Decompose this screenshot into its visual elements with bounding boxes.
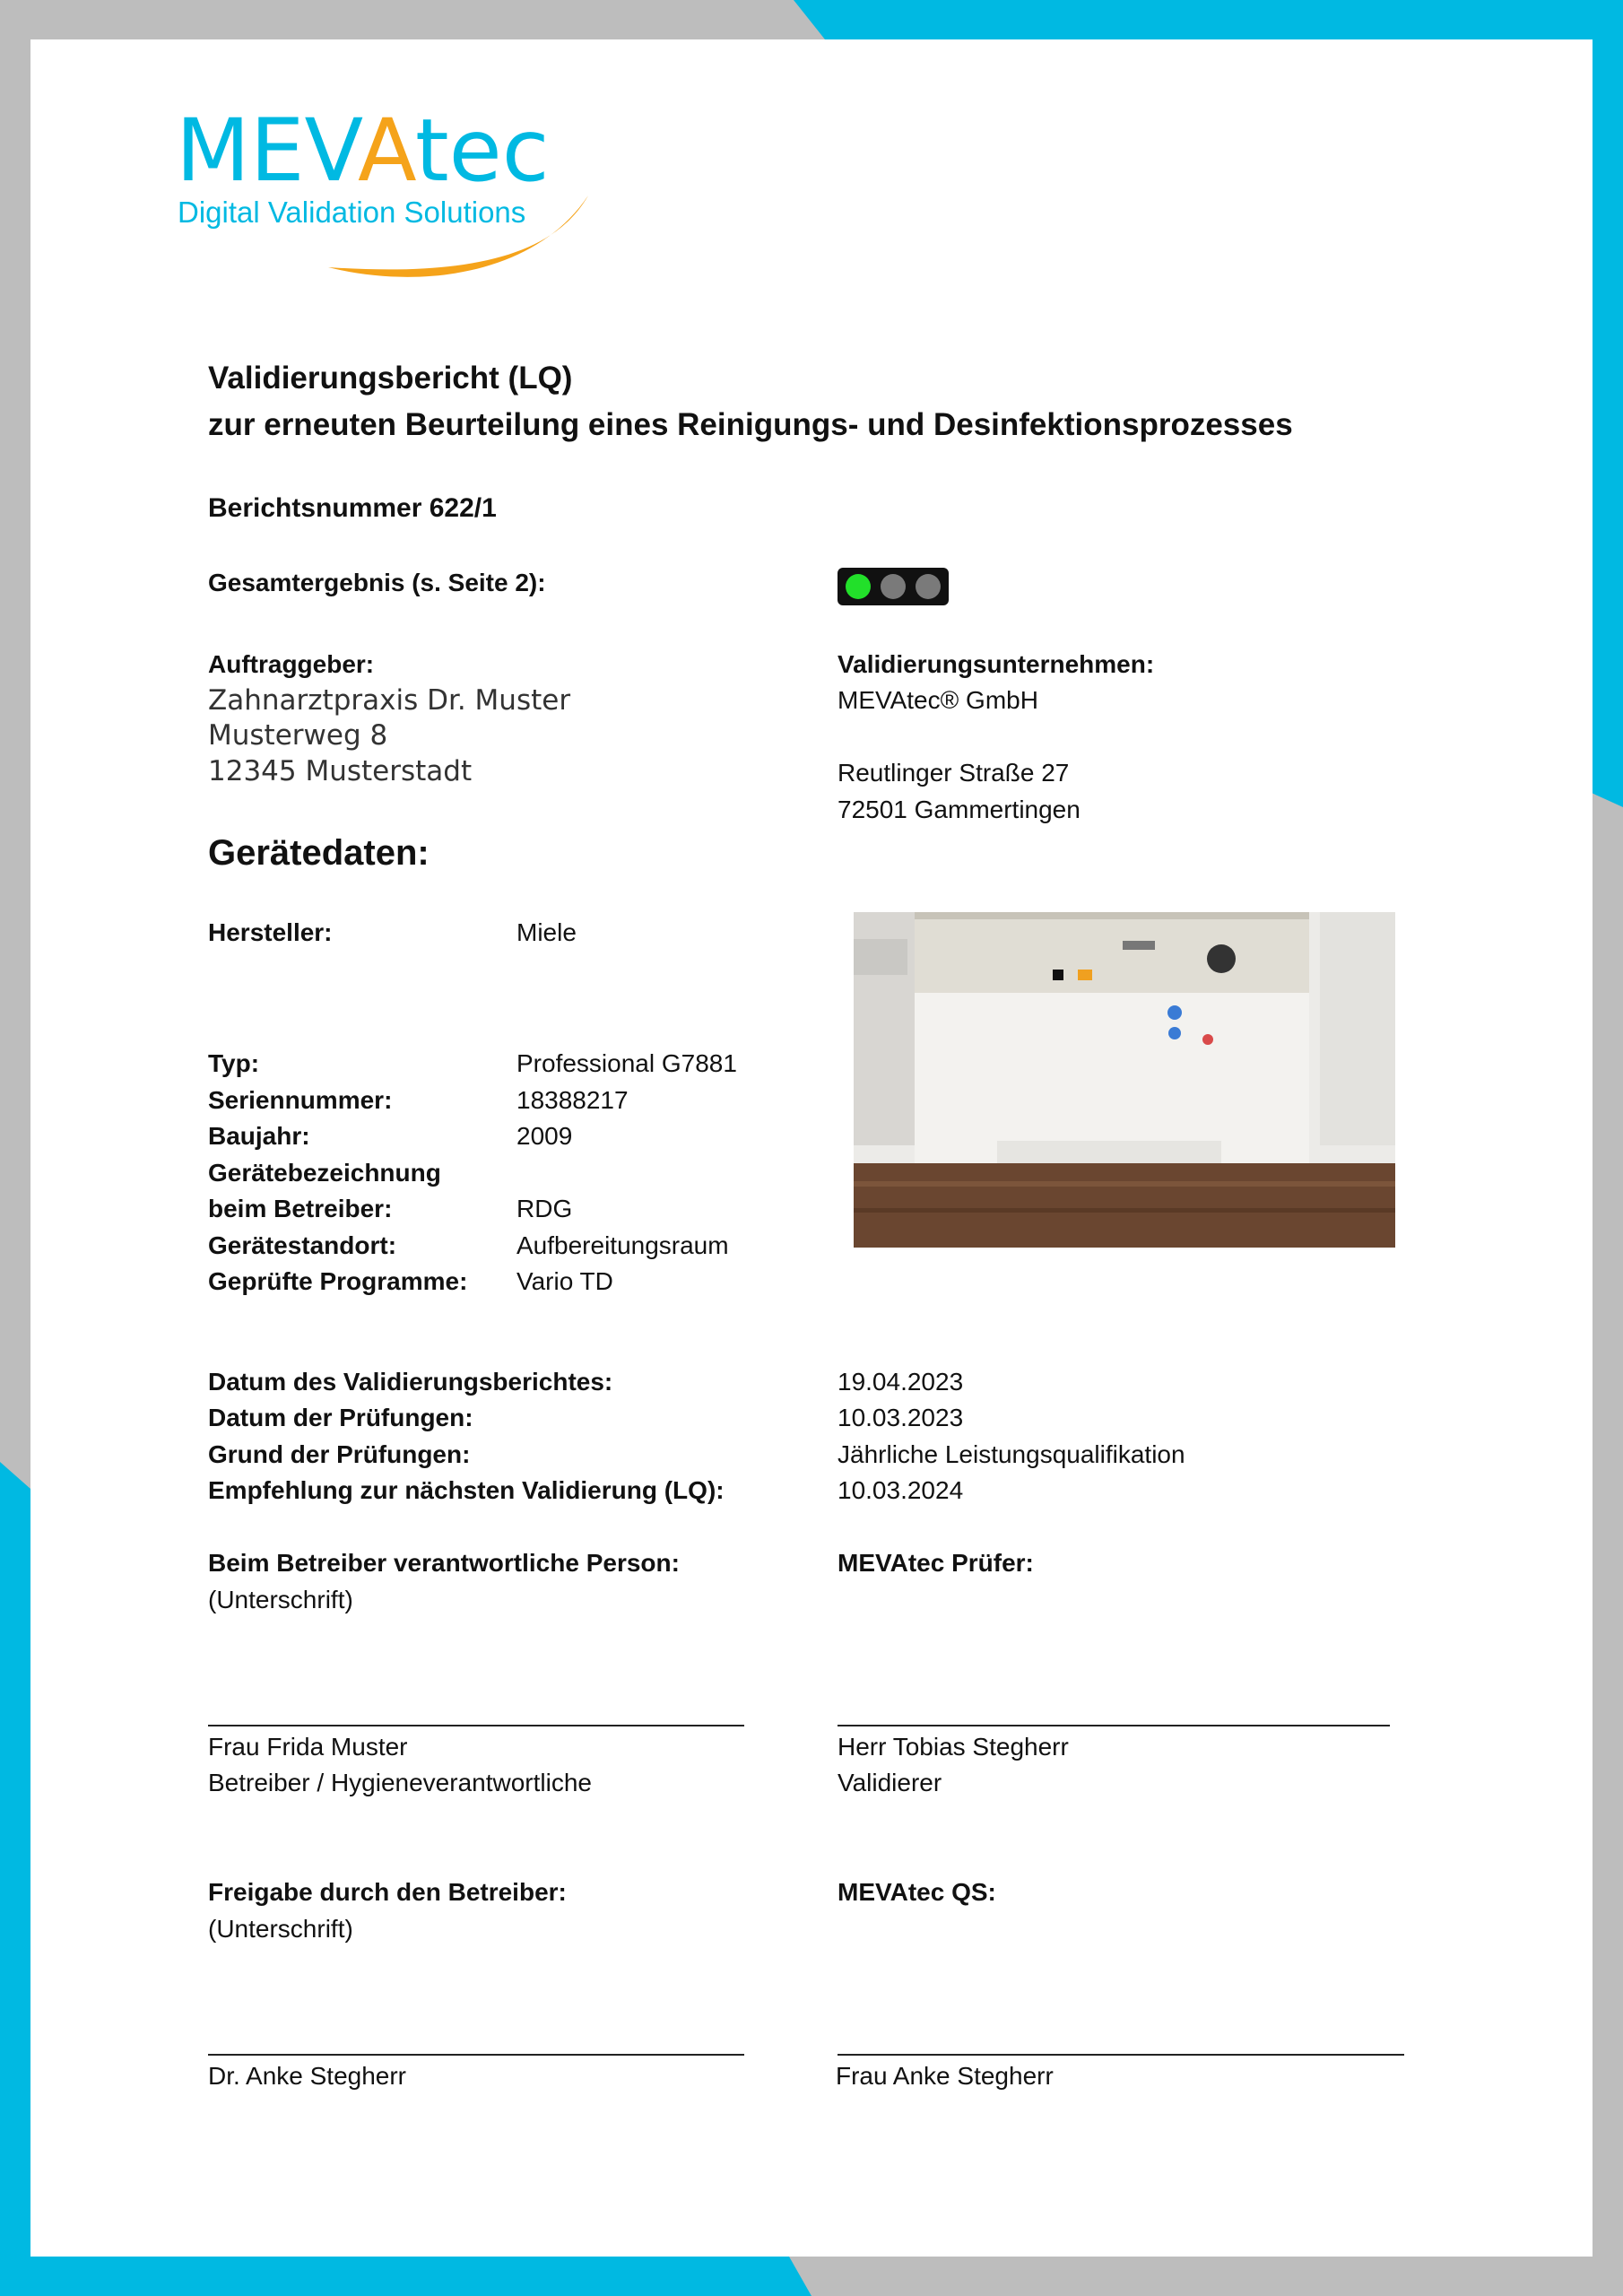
qs-name: Frau Anke Stegherr <box>836 2062 1054 2090</box>
traffic-light-grey-lamp <box>881 574 906 599</box>
programs-value: Vario TD <box>516 1267 613 1295</box>
report-title-line2: zur erneuten Beurteilung eines Reinigungs- und Desinfektionsprozesses <box>208 407 1293 442</box>
test-reason-value: Jährliche Leistungsqualifikation <box>838 1440 1185 1468</box>
operator-responsible-label: Beim Betreiber verantwortliche Person: <box>208 1549 680 1577</box>
report-title-line1: Validierungsbericht (LQ) <box>208 361 573 396</box>
client-city: 12345 Musterstadt <box>208 755 473 787</box>
year-label: Baujahr: <box>208 1122 310 1150</box>
device-data-heading: Gerätedaten: <box>208 833 430 873</box>
validator-company-name: MEVAtec® GmbH <box>838 686 1038 714</box>
next-validation-label: Empfehlung zur nächsten Validierung (LQ): <box>208 1476 725 1504</box>
client-name: Zahnarztpraxis Dr. Muster <box>208 684 571 717</box>
validator-company-street: Reutlinger Straße 27 <box>838 759 1070 787</box>
qs-signature-line <box>838 2054 1404 2056</box>
release-signature-line <box>208 2054 744 2056</box>
designation-label-line2: beim Betreiber: <box>208 1195 393 1222</box>
report-number: Berichtsnummer 622/1 <box>208 493 497 523</box>
operator-signature-line <box>208 1725 744 1726</box>
validator-company-label: Validierungsunternehmen: <box>838 650 1155 678</box>
type-value: Professional G7881 <box>516 1049 737 1077</box>
release-label: Freigabe durch den Betreiber: <box>208 1878 567 1906</box>
manufacturer-value: Miele <box>516 918 577 946</box>
logo-brand-prefix: MEV <box>176 100 359 201</box>
examiner-name: Herr Tobias Stegherr <box>838 1733 1069 1761</box>
operator-role: Betreiber / Hygieneverantwortliche <box>208 1769 592 1796</box>
year-value: 2009 <box>516 1122 573 1150</box>
logo-tagline: Digital Validation Solutions <box>178 196 526 229</box>
overall-result-label: Gesamtergebnis (s. Seite 2): <box>208 569 546 596</box>
location-label: Gerätestandort: <box>208 1231 397 1259</box>
operator-signature-hint: (Unterschrift) <box>208 1586 353 1613</box>
operator-name: Frau Frida Muster <box>208 1733 408 1761</box>
release-signature-hint: (Unterschrift) <box>208 1915 353 1943</box>
validator-company-city: 72501 Gammertingen <box>838 796 1081 823</box>
client-label: Auftraggeber: <box>208 650 375 678</box>
logo-swoosh <box>310 178 597 285</box>
traffic-light-grey-lamp <box>916 574 941 599</box>
traffic-light-indicator <box>838 568 949 605</box>
report-date-value: 19.04.2023 <box>838 1368 964 1396</box>
report-date-label: Datum des Validierungsberichtes: <box>208 1368 613 1396</box>
test-date-value: 10.03.2023 <box>838 1404 964 1431</box>
manufacturer-label: Hersteller: <box>208 918 333 946</box>
test-reason-label: Grund der Prüfungen: <box>208 1440 471 1468</box>
type-label: Typ: <box>208 1049 260 1077</box>
examiner-role: Validierer <box>838 1769 942 1796</box>
traffic-light-green-lamp <box>846 574 871 599</box>
next-validation-value: 10.03.2024 <box>838 1476 964 1504</box>
designation-value: RDG <box>516 1195 573 1222</box>
dishwasher-photo-icon <box>854 912 1395 1248</box>
logo-brand-mark: A <box>358 100 415 201</box>
programs-label: Geprüfte Programme: <box>208 1267 468 1295</box>
mevatec-logo <box>176 100 606 285</box>
qs-label: MEVAtec QS: <box>838 1878 996 1906</box>
test-date-label: Datum der Prüfungen: <box>208 1404 473 1431</box>
examiner-signature-line <box>838 1725 1390 1726</box>
examiner-label: MEVAtec Prüfer: <box>838 1549 1034 1577</box>
client-street: Musterweg 8 <box>208 719 388 752</box>
device-photo <box>854 912 1395 1248</box>
release-name: Dr. Anke Stegherr <box>208 2062 407 2090</box>
serial-value: 18388217 <box>516 1086 629 1114</box>
logo-brand-suffix: tec <box>415 100 550 201</box>
serial-label: Seriennummer: <box>208 1086 393 1114</box>
designation-label-line1: Gerätebezeichnung <box>208 1159 441 1187</box>
location-value: Aufbereitungsraum <box>516 1231 729 1259</box>
